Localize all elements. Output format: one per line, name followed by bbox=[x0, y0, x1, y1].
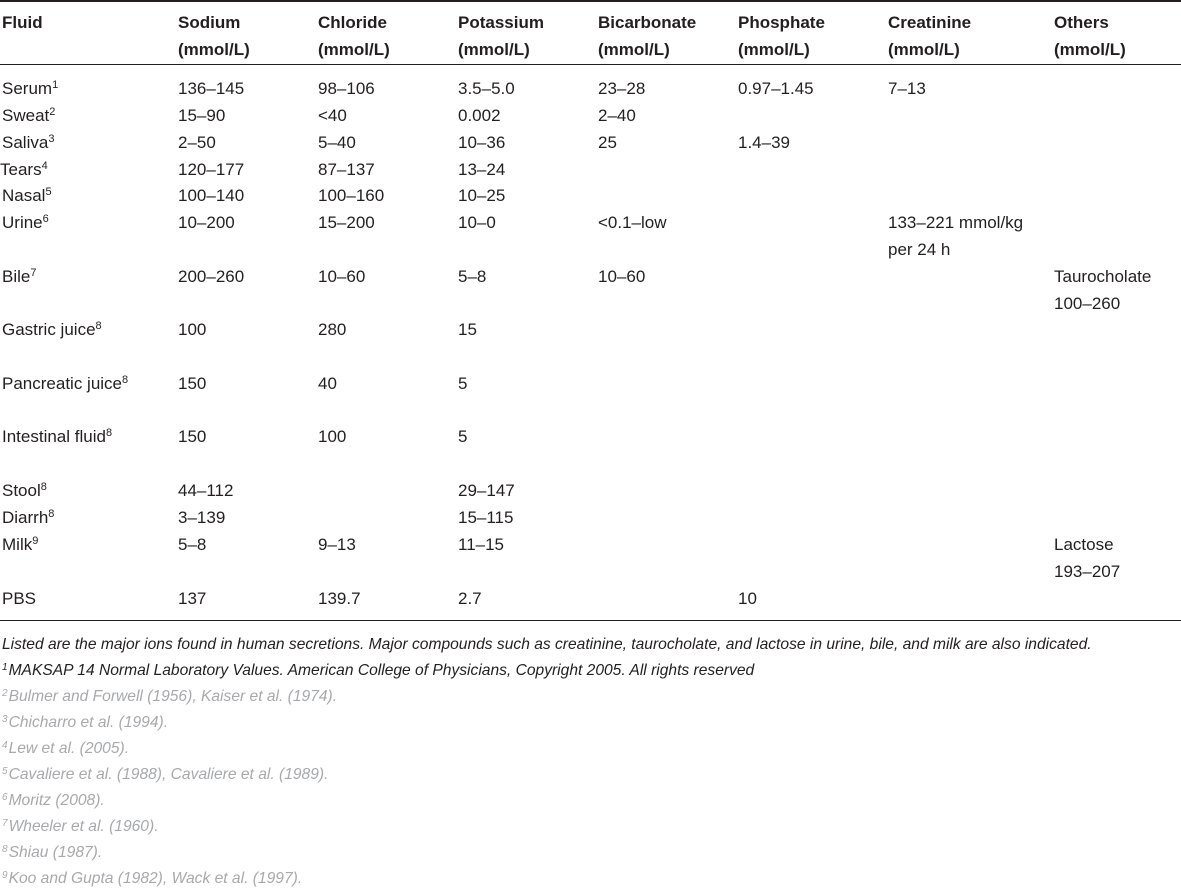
cell-bicarbonate: 25 bbox=[598, 133, 617, 152]
cell-fluid: Stool$^8$ bbox=[2, 481, 47, 500]
cell-chloride: 100 bbox=[318, 427, 347, 446]
footnote-6: $^6$Moritz (2008). bbox=[2, 792, 105, 809]
cell-fluid: Diarrh$^8$ bbox=[2, 508, 55, 527]
cell-potassium: 0.002 bbox=[458, 106, 501, 125]
cell-fluid: Pancreatic juice$^8$ bbox=[2, 374, 129, 393]
cell-fluid: Nasal$^5$ bbox=[2, 186, 52, 205]
reference-link[interactable]: Shiau (1987) bbox=[8, 844, 98, 861]
cell-sodium: 10–200 bbox=[178, 213, 235, 232]
footnote-1: $^1$MAKSAP 14 Normal Laboratory Values. American College of Physicians, Copyright 2005. All rights reserved bbox=[2, 662, 755, 679]
cell-potassium: 10–0 bbox=[458, 213, 496, 232]
cell-potassium: 29–147 bbox=[458, 481, 515, 500]
cell-sodium: 2–50 bbox=[178, 133, 216, 152]
cell-potassium: 11–15 bbox=[458, 535, 505, 554]
header-others: Others (mmol/L) bbox=[1054, 13, 1126, 59]
cell-chloride: 9–13 bbox=[318, 535, 356, 554]
cell-potassium: 13–24 bbox=[458, 160, 506, 179]
cell-potassium: 5 bbox=[458, 427, 468, 446]
cell-bicarbonate: 10–60 bbox=[598, 267, 646, 286]
cell-chloride: 15–200 bbox=[318, 213, 375, 232]
cell-fluid: PBS bbox=[2, 589, 37, 608]
cell-creatinine: 133–221 mmol/kg per 24 h bbox=[888, 213, 1024, 259]
cell-sodium: 136–145 bbox=[178, 79, 245, 98]
footnote-8: $^8$Shiau (1987). bbox=[2, 844, 103, 861]
cell-potassium: 3.5–5.0 bbox=[458, 79, 515, 98]
header-creatinine: Creatinine (mmol/L) bbox=[888, 13, 972, 59]
cell-chloride: 98–106 bbox=[318, 79, 375, 98]
cell-sodium: 100 bbox=[178, 320, 207, 339]
cell-sodium: 3–139 bbox=[178, 508, 226, 527]
footnote-5: $^5$Cavaliere et al. (1988), Cavaliere et al. (1989). bbox=[2, 766, 329, 783]
table-bottom-rule bbox=[0, 620, 1181, 621]
cell-chloride: 10–60 bbox=[318, 267, 366, 286]
cell-fluid: Gastric juice$^8$ bbox=[2, 320, 102, 339]
cell-sodium: 200–260 bbox=[178, 267, 245, 286]
cell-phosphate: 0.97–1.45 bbox=[738, 79, 814, 98]
table-header-rule bbox=[0, 64, 1181, 65]
cell-sodium: 137 bbox=[178, 589, 207, 608]
cell-phosphate: 10 bbox=[738, 589, 757, 608]
cell-others: Taurocholate 100–260 bbox=[1054, 267, 1152, 313]
reference-link[interactable]: Wheeler et al. (1960) bbox=[8, 818, 155, 835]
reference-link[interactable]: Lew et al. (2005) bbox=[8, 740, 125, 757]
cell-chloride: 280 bbox=[318, 320, 347, 339]
cell-chloride: 5–40 bbox=[318, 133, 356, 152]
cell-others: Lactose 193–207 bbox=[1054, 535, 1121, 581]
footnote-3: $^3$Chicharro et al. (1994). bbox=[2, 714, 169, 731]
header-sodium: Sodium (mmol/L) bbox=[178, 13, 250, 59]
header-potassium: Potassium (mmol/L) bbox=[458, 13, 544, 59]
cell-bicarbonate: <0.1–low bbox=[598, 213, 667, 232]
reference-link[interactable]: Cavaliere et al. (1988) bbox=[8, 766, 162, 783]
reference-link[interactable]: Kaiser et al. (1974) bbox=[200, 688, 333, 705]
cell-chloride: <40 bbox=[318, 106, 347, 125]
cell-sodium: 150 bbox=[178, 427, 207, 446]
cell-fluid: Milk$^9$ bbox=[2, 535, 39, 554]
cell-chloride: 100–160 bbox=[318, 186, 385, 205]
reference-link[interactable]: Cavaliere et al. (1989) bbox=[170, 766, 325, 783]
cell-sodium: 15–90 bbox=[178, 106, 226, 125]
cell-fluid: Tears$^4$ bbox=[0, 160, 48, 179]
cell-potassium: 5 bbox=[458, 374, 468, 393]
header-phosphate: Phosphate (mmol/L) bbox=[738, 13, 825, 59]
cell-sodium: 44–112 bbox=[178, 481, 234, 500]
reference-link[interactable]: Chicharro et al. (1994) bbox=[8, 714, 164, 731]
footnote-2: $^2$Bulmer and Forwell (1956), Kaiser et al. (1974). bbox=[2, 688, 338, 705]
reference-link[interactable]: Koo and Gupta (1982) bbox=[8, 870, 163, 887]
cell-potassium: 2.7 bbox=[458, 589, 482, 608]
cell-potassium: 5–8 bbox=[458, 267, 487, 286]
cell-bicarbonate: 2–40 bbox=[598, 106, 636, 125]
cell-potassium: 15 bbox=[458, 320, 477, 339]
cell-sodium: 150 bbox=[178, 374, 207, 393]
cell-chloride: 87–137 bbox=[318, 160, 375, 179]
cell-sodium: 5–8 bbox=[178, 535, 207, 554]
cell-fluid: Saliva$^3$ bbox=[2, 133, 55, 152]
cell-chloride: 40 bbox=[318, 374, 337, 393]
header-bicarbonate: Bicarbonate (mmol/L) bbox=[598, 13, 697, 59]
table-top-rule bbox=[0, 0, 1181, 2]
table-caption: Listed are the major ions found in human secretions. Major compounds such as creatinine, taurocholate, and lactose in urine, bile, and milk are also indicated. bbox=[2, 636, 1092, 653]
cell-chloride: 139.7 bbox=[318, 589, 361, 608]
cell-bicarbonate: 23–28 bbox=[598, 79, 646, 98]
cell-phosphate: 1.4–39 bbox=[738, 133, 790, 152]
header-chloride: Chloride (mmol/L) bbox=[318, 13, 390, 59]
reference-link[interactable]: Moritz (2008) bbox=[8, 792, 101, 809]
cell-fluid: Intestinal fluid$^8$ bbox=[2, 427, 113, 446]
reference-link[interactable]: Bulmer and Forwell (1956) bbox=[8, 688, 193, 705]
footnote-7: $^7$Wheeler et al. (1960). bbox=[2, 818, 159, 835]
footnote-9: $^9$Koo and Gupta (1982), Wack et al. (1997). bbox=[2, 870, 303, 887]
header-fluid: Fluid bbox=[2, 13, 43, 32]
cell-creatinine: 7–13 bbox=[888, 79, 926, 98]
reference-link[interactable]: Wack et al. (1997) bbox=[171, 870, 298, 887]
cell-fluid: Sweat$^2$ bbox=[2, 106, 56, 125]
cell-fluid: Urine$^6$ bbox=[2, 213, 49, 232]
cell-potassium: 15–115 bbox=[458, 508, 514, 527]
cell-sodium: 120–177 bbox=[178, 160, 245, 179]
footnote-4: $^4$Lew et al. (2005). bbox=[2, 740, 130, 757]
cell-fluid: Bile$^7$ bbox=[2, 267, 37, 286]
cell-potassium: 10–36 bbox=[458, 133, 506, 152]
cell-potassium: 10–25 bbox=[458, 186, 506, 205]
cell-fluid: Serum$^1$ bbox=[2, 79, 59, 98]
cell-sodium: 100–140 bbox=[178, 186, 245, 205]
table-footnotes bbox=[2, 632, 1178, 892]
